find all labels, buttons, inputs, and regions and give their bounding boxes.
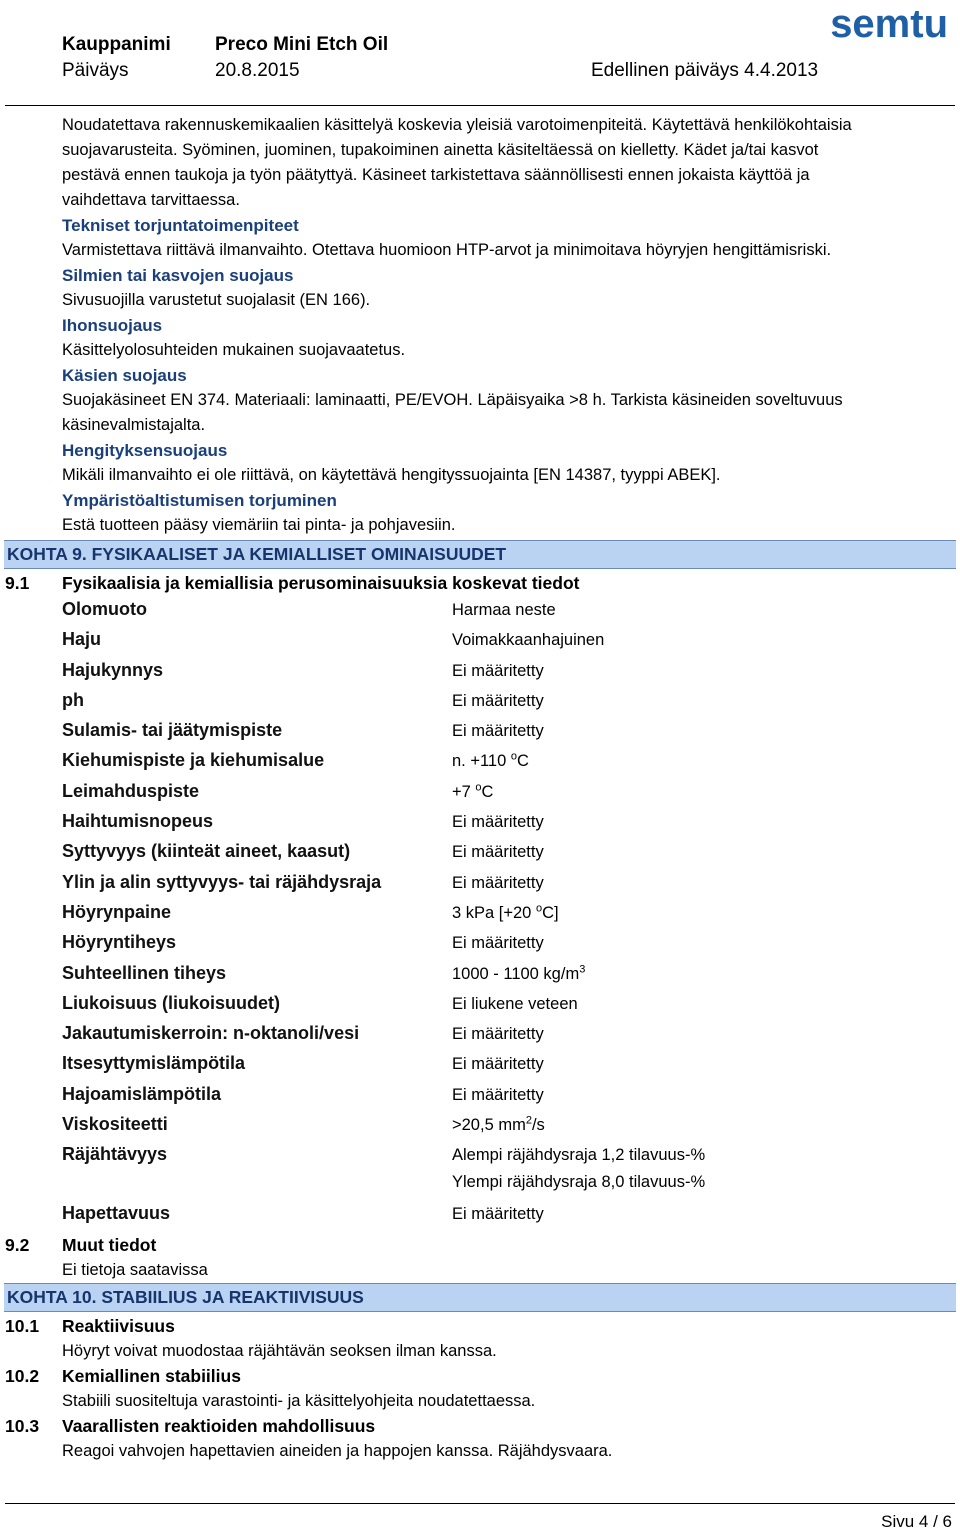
heading-title: Vaarallisten reaktioiden mahdollisuus bbox=[62, 1415, 376, 1436]
property-value: >20,5 mm bbox=[452, 1116, 526, 1135]
reactivity-text: Höyryt voivat muodostaa räjähtävän seoksen ilman kanssa. bbox=[62, 1341, 497, 1360]
document-header bbox=[62, 30, 960, 110]
property-row bbox=[62, 1142, 960, 1172]
hand-protection-text: Suojakäsineet EN 374. Materiaali: laminaatti, PE/EVOH. Läpäisyaika >8 h. Tarkista käsineiden soveltuvuus bbox=[62, 391, 843, 409]
property-row bbox=[62, 1112, 960, 1142]
subheading-respiratory-protection: Hengityksensuojaus bbox=[62, 441, 228, 460]
property-value: n. +110 bbox=[452, 752, 511, 771]
property-value: Ei määritetty bbox=[452, 1204, 544, 1223]
eye-protection-text: Sivusuojilla varustetut suojalasit (EN 166). bbox=[62, 291, 371, 309]
subheading-environmental-controls: Ympäristöaltistumisen torjuminen bbox=[62, 491, 337, 510]
semtu-logo: semtu bbox=[830, 2, 948, 46]
property-label: Höyryntiheys bbox=[62, 932, 177, 953]
property-row bbox=[62, 930, 960, 960]
property-label: Sulamis- tai jäätymispiste bbox=[62, 720, 283, 741]
degree-sup: o bbox=[535, 902, 543, 915]
property-label: Ylin ja alin syttyvyys- tai räjähdysraja bbox=[62, 871, 382, 892]
trade-name-label: Kauppanimi bbox=[62, 34, 171, 55]
property-row bbox=[62, 839, 960, 869]
technical-controls-text: Varmistettava riittävä ilmanvaihto. Otettava huomioon HTP-arvot ja minimoitava höyryjen hengittämisriski. bbox=[62, 241, 832, 259]
intro-line: suojavarusteita. Syöminen, juominen, tupakoiminen ainetta käsiteltäessä on kielletty. Kädet ja/tai kasvot bbox=[62, 141, 819, 159]
intro-line: Noudatettava rakennuskemikaalien käsittelyä koskevia yleisiä varotoimenpiteitä. Käytettävä henkilökohtaisia bbox=[62, 116, 852, 134]
property-row bbox=[62, 1201, 960, 1231]
square-sup: 2 bbox=[525, 1114, 532, 1127]
subheading-hand-protection: Käsien suojaus bbox=[62, 366, 187, 385]
property-value: 3 kPa [+20 bbox=[452, 903, 536, 922]
property-row bbox=[62, 658, 960, 688]
property-value: Ei määritetty bbox=[452, 722, 544, 741]
property-label: Liukoisuus (liukoisuudet) bbox=[62, 992, 281, 1013]
heading-number: 10.1 bbox=[5, 1315, 40, 1336]
unit: C] bbox=[542, 903, 559, 922]
heading-10-3 bbox=[0, 1412, 960, 1440]
property-label: Kiehumispiste ja kiehumisalue bbox=[62, 750, 325, 771]
date-label: Päiväys bbox=[62, 60, 129, 81]
heading-10-1 bbox=[0, 1312, 960, 1340]
section-9-bar: KOHTA 9. FYSIKAALISET JA KEMIALLISET OMINAISUUDET bbox=[4, 540, 956, 569]
intro-line: vaihdettava tarvittaessa. bbox=[62, 191, 240, 209]
skin-protection-text: Käsittelyolosuhteiden mukainen suojavaatetus. bbox=[62, 341, 406, 359]
property-value: Ei määritetty bbox=[452, 934, 544, 953]
unit: /s bbox=[531, 1116, 545, 1135]
property-row bbox=[62, 748, 960, 778]
property-value: Ei määritetty bbox=[452, 813, 544, 832]
subheading-skin-protection: Ihonsuojaus bbox=[62, 316, 163, 335]
degree-sup: o bbox=[510, 750, 517, 763]
heading-9-2 bbox=[0, 1231, 960, 1259]
property-row-continuation bbox=[62, 1173, 960, 1201]
page-number: Sivu 4 / 6 bbox=[881, 1512, 952, 1531]
property-label: Syttyvyys (kiinteät aineet, kaasut) bbox=[62, 841, 351, 862]
heading-10-2 bbox=[0, 1362, 960, 1390]
property-row bbox=[62, 597, 960, 627]
property-row bbox=[62, 627, 960, 657]
property-label: Viskositeetti bbox=[62, 1114, 168, 1135]
property-label: Haihtumisnopeus bbox=[62, 811, 214, 832]
properties-list bbox=[62, 597, 960, 1231]
property-value: +7 bbox=[452, 782, 476, 801]
property-row bbox=[62, 1082, 960, 1112]
property-value: 1000 - 1100 kg/m bbox=[452, 964, 580, 983]
hand-protection-text-2: käsinevalmistajalta. bbox=[62, 416, 206, 434]
property-row bbox=[62, 870, 960, 900]
property-label: Jakautumiskerroin: n-oktanoli/vesi bbox=[62, 1023, 360, 1044]
heading-number: 10.3 bbox=[5, 1415, 40, 1436]
heading-number: 10.2 bbox=[5, 1365, 40, 1386]
hazardous-reactions-text: Reagoi vahvojen hapettavien aineiden ja happojen kanssa. Räjähdysvaara. bbox=[62, 1441, 613, 1460]
heading-number: 9.2 bbox=[5, 1234, 30, 1255]
property-value-wrap bbox=[452, 965, 585, 984]
property-value: Ei määritetty bbox=[452, 661, 544, 680]
property-label: ph bbox=[62, 689, 84, 710]
product-name: Preco Mini Etch Oil bbox=[215, 34, 389, 55]
heading-number: 9.1 bbox=[5, 573, 30, 593]
property-value: Ei määritetty bbox=[452, 1085, 544, 1104]
property-value-wrap bbox=[452, 752, 529, 771]
header-divider bbox=[5, 105, 955, 106]
unit: C bbox=[481, 782, 494, 801]
property-value: Ylempi räjähdysraja 8,0 tilavuus-% bbox=[452, 1172, 706, 1191]
property-label: Olomuoto bbox=[62, 599, 147, 619]
intro-line: pestävä ennen taukoja ja työn päätyttyä. Käsineet tarkistettava säännöllisesti ennen jokaista käyttöä ja bbox=[62, 166, 810, 184]
property-row bbox=[62, 991, 960, 1021]
property-value: Harmaa neste bbox=[452, 601, 556, 619]
page-content bbox=[0, 113, 960, 1462]
property-value: Ei määritetty bbox=[452, 843, 544, 862]
stability-text: Stabiili suositeltuja varastointi- ja käsittelyohjeita noudatettaessa. bbox=[62, 1391, 536, 1410]
property-value: Voimakkaanhajuinen bbox=[452, 631, 605, 650]
section-10-bar: KOHTA 10. STABIILIUS JA REAKTIIVISUUS bbox=[4, 1283, 956, 1312]
property-row bbox=[62, 809, 960, 839]
property-value: Ei määritetty bbox=[452, 873, 544, 892]
unit: C bbox=[517, 752, 529, 771]
property-value-wrap bbox=[452, 783, 493, 802]
respiratory-protection-text: Mikäli ilmanvaihto ei ole riittävä, on käytettävä hengityssuojainta [EN 14387, tyyppi ABEK]. bbox=[62, 466, 721, 484]
property-label: Hajukynnys bbox=[62, 659, 164, 680]
environmental-controls-text: Estä tuotteen pääsy viemäriin tai pinta- ja pohjavesiin. bbox=[62, 516, 456, 534]
heading-title: Reaktiivisuus bbox=[62, 1315, 175, 1336]
previous-date: Edellinen päiväys 4.4.2013 bbox=[591, 60, 819, 81]
property-label: Suhteellinen tiheys bbox=[62, 962, 227, 983]
property-row bbox=[62, 1051, 960, 1081]
heading-title: Fysikaalisia ja kemiallisia perusominaisuuksia koskevat tiedot bbox=[62, 573, 580, 593]
property-value: Ei määritetty bbox=[452, 1055, 544, 1074]
subheading-technical-controls: Tekniset torjuntatoimenpiteet bbox=[62, 216, 299, 235]
heading-title: Muut tiedot bbox=[62, 1234, 157, 1255]
property-value: Ei määritetty bbox=[452, 1025, 544, 1044]
property-label: Haju bbox=[62, 629, 102, 650]
property-value-wrap bbox=[452, 904, 559, 923]
property-value: Alempi räjähdysraja 1,2 tilavuus-% bbox=[452, 1146, 706, 1165]
property-row bbox=[62, 688, 960, 718]
property-label: Räjähtävyys bbox=[62, 1144, 168, 1165]
date-value: 20.8.2015 bbox=[215, 60, 300, 81]
intro-paragraph bbox=[62, 113, 930, 213]
property-label: Leimahduspiste bbox=[62, 780, 200, 801]
cube-sup: 3 bbox=[579, 963, 586, 976]
property-label: Hapettavuus bbox=[62, 1202, 171, 1223]
property-row bbox=[62, 718, 960, 748]
property-row bbox=[62, 961, 960, 991]
property-value-wrap bbox=[452, 1116, 545, 1135]
other-info-text: Ei tietoja saatavissa bbox=[62, 1260, 208, 1279]
heading-title: Kemiallinen stabiilius bbox=[62, 1365, 241, 1386]
property-row bbox=[62, 900, 960, 930]
subheading-eye-protection: Silmien tai kasvojen suojaus bbox=[62, 266, 294, 285]
footer-divider bbox=[5, 1503, 955, 1504]
property-value: Ei määritetty bbox=[452, 691, 544, 710]
property-label: Hajoamislämpötila bbox=[62, 1083, 222, 1104]
heading-9-1 bbox=[0, 569, 960, 597]
property-value: Ei liukene veteen bbox=[452, 994, 578, 1013]
property-label: Höyrynpaine bbox=[62, 901, 172, 922]
property-label: Itsesyttymislämpötila bbox=[62, 1053, 246, 1074]
property-row bbox=[62, 779, 960, 809]
degree-sup: o bbox=[475, 781, 482, 794]
property-row bbox=[62, 1021, 960, 1051]
